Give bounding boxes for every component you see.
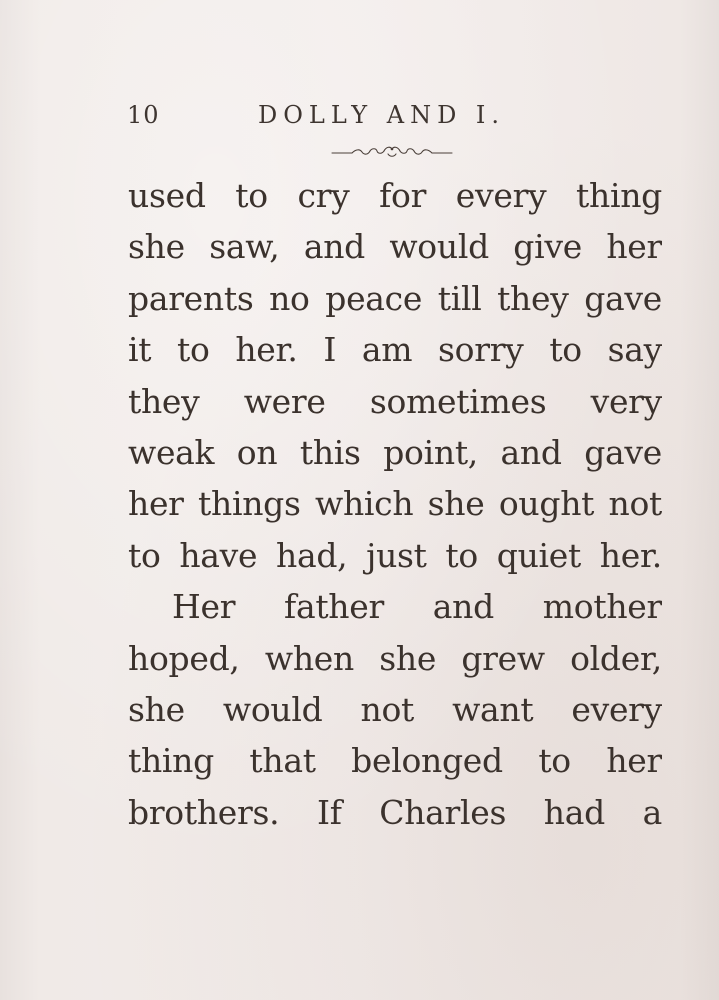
text-line: to have had, just to quiet her.	[128, 535, 662, 575]
text-line: she saw, and would give her	[128, 227, 662, 267]
text-line: used to cry for every thing	[128, 176, 662, 215]
text-line: it to her. I am sorry to say	[128, 330, 662, 370]
text-line: she would not want every	[128, 689, 662, 729]
running-title: DOLLY AND I.	[258, 101, 506, 129]
page-number: 10	[127, 101, 160, 129]
text-line: they were sometimes very	[128, 381, 662, 421]
text-line: her things which she ought not	[128, 484, 662, 524]
body-text	[128, 170, 662, 838]
text-line-paragraph-start: Her father and mother	[172, 587, 662, 627]
text-line: hoped, when she grew older,	[128, 638, 662, 678]
text-line: weak on this point, and gave	[128, 432, 662, 472]
page-header	[127, 101, 527, 137]
decorative-scroll-ornament-icon	[330, 145, 454, 159]
text-line: thing that belonged to her	[128, 741, 662, 781]
text-line: parents no peace till they gave	[128, 278, 662, 318]
text-line: brothers. If Charles had a	[128, 792, 662, 832]
